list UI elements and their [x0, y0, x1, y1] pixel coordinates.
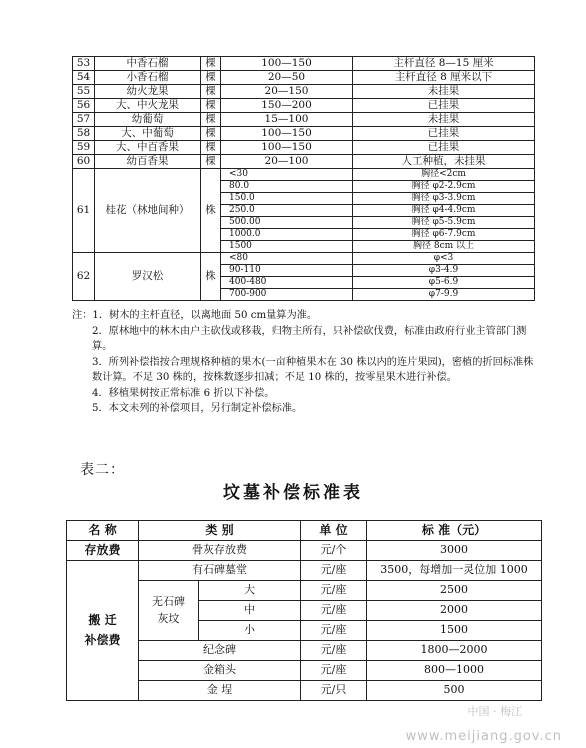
- seedling-compensation-table: [72, 56, 535, 301]
- table-row: 61 桂花（林地间种） 株 <30 胸径<2cm: [73, 169, 535, 181]
- table-row: 250.0 胸径 φ4-4.9cm: [73, 205, 535, 217]
- table-row: 54 小香石榴 棵 20—50 主杆直径 8 厘米以下: [73, 71, 535, 85]
- table-row: 90-110 φ3-4.9: [73, 265, 535, 277]
- watermark: [406, 703, 562, 744]
- table-row: 58 大、中葡萄 棵 100—150 已挂果: [73, 127, 535, 141]
- note-line: 注：1．树木的主杆直径，以离地面 50 cm量算为准。: [72, 310, 318, 321]
- table-row: 金箱头 元/座 800—1000: [67, 661, 542, 681]
- table-row: 62 罗汉松 株 <80 φ<3: [73, 253, 535, 265]
- grave-compensation-table: [66, 520, 542, 701]
- note-line: 2．原林地中的林木由户主砍伐或移栽，归物主所有，只补偿砍伐费，标准由政府行业主管部门测算。: [92, 325, 527, 352]
- table-row: 中 元/座 2000: [67, 601, 542, 621]
- note-line: 4．移植果树按正常标准 6 折以下补偿。: [92, 387, 275, 399]
- table-row: 1500 胸径 8cm 以上: [73, 241, 535, 253]
- table-row: 55 幼火龙果 棵 20—150 未挂果: [73, 85, 535, 99]
- table-row: 150.0 胸径 φ3-3.9cm: [73, 193, 535, 205]
- table-row: 700-900 φ7-9.9: [73, 289, 535, 301]
- table-row: 59 大、中百香果 棵 100—150 已挂果: [73, 141, 535, 155]
- note-line: 5．本文未列的补偿项目，另行制定补偿标准。: [92, 403, 303, 414]
- table-row: 53 中香石榴 棵 100—150 主杆直径 8—15 厘米: [73, 57, 535, 71]
- watermark-site-name: 中国 · 梅江: [467, 705, 522, 718]
- table-row: 小 元/座 1500: [67, 621, 542, 641]
- table-row: 纪念碑 元/座 1800—2000: [67, 641, 542, 661]
- table-label: 表二：: [80, 462, 125, 478]
- table-row: 存放费 骨灰存放费 元/个 3000: [67, 541, 542, 561]
- table-row: 搬 迁 补偿费 有石碑墓堂 元/座 3500，每增加一灵位加 1000: [67, 561, 542, 581]
- table-row: 1000.0 胸径 φ6-7.9cm: [73, 229, 535, 241]
- table-row: 400-480 φ5-6.9: [73, 277, 535, 289]
- table-row: 无石碑 灰坟 大 元/座 2500: [67, 581, 542, 601]
- table-row: 500.00 胸径 φ5-5.9cm: [73, 217, 535, 229]
- table-header-row: 名 称 类 别 单 位 标 准（元）: [67, 521, 542, 541]
- table-row: 金 埕 元/只 500: [67, 681, 542, 701]
- table-row: 60 幼百香果 棵 20—100 人工种植，未挂果: [73, 155, 535, 169]
- note-line: 3．所列补偿指按合理规格种植的果木(一亩种植果木在 30 株以内的连片果园)，密植的折回标准株数计算。不足 30 株的，按株数逐步扣减；不足 10 株的，按零星果木进行补偿。: [92, 356, 534, 383]
- table-row: 80.0 胸径 φ2-2.9cm: [73, 181, 535, 193]
- notes: [72, 308, 538, 417]
- watermark-url: www.meijiang.gov.cn: [405, 729, 562, 744]
- table-row: 56 大、中火龙果 棵 150—200 已挂果: [73, 99, 535, 113]
- table-row: 57 幼葡萄 棵 15—100 未挂果: [73, 113, 535, 127]
- page-title: 坟墓补偿标准表: [223, 483, 363, 503]
